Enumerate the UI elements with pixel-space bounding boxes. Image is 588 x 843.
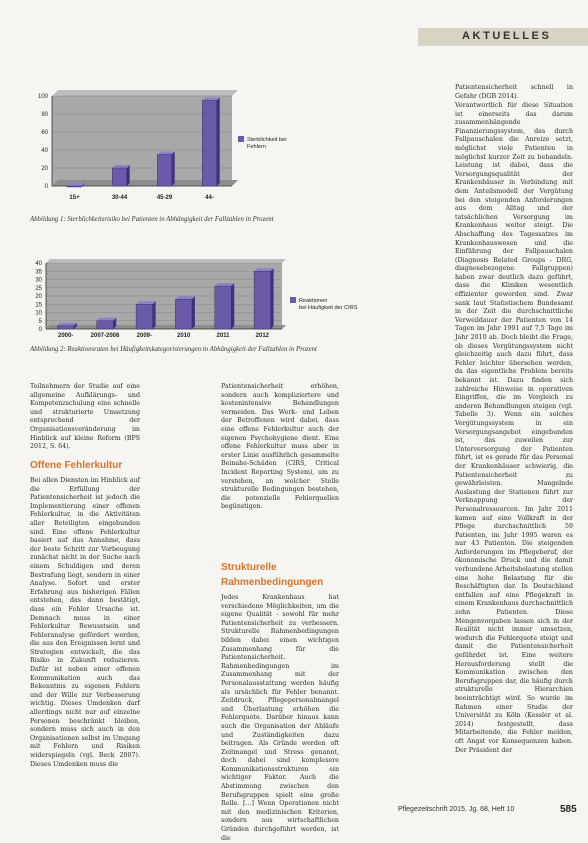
y-tick-label: 20 xyxy=(41,166,48,172)
column-2-intro: Patientensicherheit erhöhen, sondern auch kompliziertere und kostenintensive Behandlungen vermeiden. Das Werk- und Leben der Betroffenen wird dabei, dass eine offene Fehlerkultur auch der eigenen Psychohygiene dient. Eine offene Fehlerkultur muss aber in erster Linie ausführlich gesammelte Beinahe-Schäden (CIRS, Critical Incident Reporting System), um zu verstehen, an welcher Stelle strukturelle Bedingungen bestehen, die potenzielle Fehlerquellen begünstigen. xyxy=(221,383,339,511)
legend-swatch xyxy=(290,297,296,303)
bar-side xyxy=(172,152,175,187)
y-tick-label: 80 xyxy=(41,112,48,118)
x-tick-label: 2007-2008 xyxy=(90,333,120,339)
bar-top xyxy=(97,318,117,321)
x-tick-label: 2011 xyxy=(216,333,230,339)
legend-swatch xyxy=(238,136,244,142)
bar-side xyxy=(231,283,234,329)
bar-top xyxy=(136,301,156,304)
column-2-heading: Strukturelle Rahmenbedingungen xyxy=(221,562,324,588)
legend-label: Sterblichkeit bei xyxy=(247,137,287,143)
bar-side xyxy=(192,296,195,329)
y-tick-label: 30 xyxy=(35,277,42,284)
bar-side xyxy=(127,165,130,186)
bar xyxy=(136,304,153,329)
y-tick-label: 10 xyxy=(35,310,42,317)
plot-top-wall xyxy=(52,90,238,96)
bar xyxy=(202,101,216,187)
bar-top xyxy=(67,183,84,186)
y-tick-label: 40 xyxy=(41,148,48,154)
x-tick-label: 45-29 xyxy=(156,195,173,201)
y-tick-label: 60 xyxy=(41,130,48,136)
bar xyxy=(254,271,271,329)
bar xyxy=(175,299,192,329)
figure1-caption: Abbildung 1: Sterblichkeitsrisiko bei Patienten in Abhängigkeit der Fallzahlen in Prozent xyxy=(30,216,274,223)
x-tick-label: 2009- xyxy=(136,333,153,339)
y-tick-label: 15 xyxy=(35,302,42,309)
y-tick-label: 35 xyxy=(35,269,42,276)
bar-side xyxy=(153,301,156,329)
bar xyxy=(157,155,171,187)
journal-citation: Pflegezeitschrift 2015, Jg. 68, Heft 10 xyxy=(398,806,515,813)
section-banner xyxy=(418,28,588,46)
bar-top xyxy=(202,98,219,101)
bar-top xyxy=(175,296,195,299)
bar xyxy=(215,286,232,329)
x-tick-label: 44- xyxy=(205,195,214,201)
column-3-body: Verantwortlich für diese Situation ist einerseits das darum zusammenhängende Finanzierungssystem, das durch Fallpauschalen die Anreize setzt, möglichst viele Patienten in möglichst kurzer Zeit zu behandeln. Leistung ist dabei, dass die Versorgungsqualität der Krankenhäuser in Verbindung mit dem Anteilsmodell der Vergütung bei den steigenden Anforderungen aus dem Alltag und der tatsächlichen Versorgung im Krankenhaus weiter steigt. Die Abschaffung des Tagessatzes im Krankenhauswesen und die Einführung der Fallpauschalen (Diagnosis Related Groups - DRG, diagnosebezogene Fallgruppen) haben zwar deutlich dazu geführt, dass die Kliniken wesentlich effizienter geworden sind. Zwar sank laut Statistischem Bundesamt in der Zeit die durchschnittliche Verweildauer der Patienten von 14 Tagen im Jahr 1991 auf 7,5 Tage im Jahr 2010 ab. Doch bleibt die Frage, ob dieses Vergütungssystem nicht gleichzeitig auch dazu führt, dass Fehler leichter übersehen werden, da das eigentliche Problem bereits bekannt ist. Dazu finden sich zahlreiche Hinweise in operativen Eingriffen, die im Vergleich zu anderen Behandlungen steigen (vgl. Tabelle 3). Wenn ein solches Vergütungssystem in ein Versorgungsangebot eingebunden ist, das zuweilen zur Unterversorgung der Patienten führt, ist es gerade für das Personal der Krankenhäuser schwierig, die Patientensicherheit zu gewährleisten. Mangelnde Auslastung der Stationen führt zur Verknappung der Personalressourcen. Im Jahr 2011 kamen auf eine Vollkraft in der Pflege durchschnittlich 59 Patienten, im Jahr 1995 waren es nur 43 Patienten. Die steigenden Anforderungen im Pflegeberuf, der ökonomische Druck und die damit verbundene Arbeitsbelastung stellen eine hohe Belastung für die Beschäftigten dar. In Deutschland entfallen auf eine Pflegekraft in einem Krankenhaus durchschnittlich zehn Patienten. Diese Mengenvorgaben lassen sich in der Realität nicht immer umsetzen, wodurch die Fehlerquote steigt und damit die Patientensicherheit gefährdet ist. Eine weitere Herausforderung stellt die Kommunikation zwischen den Berufsgruppen dar, die häufig durch strukturelle Hierarchien beeinträchtigt wird. So wurde im Rahmen einer Studie der Universität zu Köln (Kessler et al. 2014) festgestellt, dass Mitarbeitende, die Fehler melden, oft Angst vor Konsequenzen haben. Der Präsident der xyxy=(455,102,573,754)
x-tick-label: 2000- xyxy=(57,333,74,339)
column-1-intro: Teilnehmern der Studie auf eine allgemeine Aufklärungs- und Kompetenzschulung eine schnelle und strukturierte Umsetzung entsprechend der Organisationsveränderung im Hinblick auf kleine Reform (BPS 2012, S. 64). xyxy=(30,383,140,451)
figure2-caption: Abbildung 2: Reaktionsraten bei Häufigkeitskategorisierungen in Abhängigkeit der Fallzahlen in Prozent xyxy=(30,346,317,353)
y-tick-label: 40 xyxy=(35,261,42,267)
y-tick-label: 25 xyxy=(35,285,42,292)
column-1-heading: Offene Fehlerkultur xyxy=(30,460,123,471)
column-1-body: Bei allen Diensten im Hinblick auf die Erfüllung der Patientensicherheit ist jedoch die Implementierung einer offenen Fehlerkultur, in die Aktivitäten aller Beteiligten eingebunden sind. Eine offene Fehlerkultur basiert auf das Annahme, dass der beste Schritt zur Vorbeugung zunächst nicht in der Suche nach einem Schuldigen und deren Bestrafung liegt, sondern in einer Analyse. Sofort und erster Erfahrung aus bisherigen Fällen entstehen, das dann bestätigt, dass ein Fehler Ursache ist. Demnach muss in einer Fehlerkultur Bewusstsein und Fehleranalyse gefördert werden, die aus den Ereignissen lernt und Strategien entwickelt, die das Risiko in Zukunft reduzieren. Dafür ist neben einer offenen Kommunikation auch das Bekenntnis zu eigenen Fehlern und der Wille zur Verbesserung wichtig. Dieses Umdenken darf allerdings nicht nur auf einzelne Personen beschränkt bleiben, sondern muss sich auch in den Organisationen selbst im Umgang mit Fehlern und Risiken widerspiegeln (vgl. Beck 2007). Dieses Umdenken muss die xyxy=(30,477,140,768)
bar-top xyxy=(157,152,174,155)
y-tick-label: 5 xyxy=(38,318,42,325)
bar-side xyxy=(271,268,274,329)
x-tick-label: 2010 xyxy=(176,333,191,339)
y-tick-label: 20 xyxy=(35,294,42,300)
bar xyxy=(57,326,74,329)
bar xyxy=(112,168,126,186)
bar xyxy=(97,321,114,329)
bar-top xyxy=(112,165,129,168)
bar-top xyxy=(57,323,77,326)
section-label: AKTUELLES xyxy=(462,30,552,42)
x-tick-label: 30-44 xyxy=(111,195,128,201)
y-tick-label: 0 xyxy=(38,327,42,333)
legend-label-cont: bei Häufigkeit der CIRS xyxy=(299,305,358,311)
bar-side xyxy=(217,98,220,187)
bar xyxy=(67,186,81,187)
x-tick-label: 2012 xyxy=(255,333,270,339)
bar-top xyxy=(254,268,274,271)
legend-label-cont: Fehlern xyxy=(247,144,266,150)
figure1-chart xyxy=(30,84,287,214)
bar-top xyxy=(215,283,235,286)
column-3-intro: Patientensicherheit schnell in Gefahr (DGB 2014). xyxy=(455,84,573,100)
plot-floor xyxy=(46,325,286,329)
column-2-body: Jedes Krankenhaus hat verschiedene Möglichkeiten, um die eigene Qualität - sowohl für mehr Patientensicherheit zu verbessern. Strukturelle Rahmenbedingungen bilden dabei einen wichtigen Zusammenhang für die Patientensicherheit. Rahmenbedingungen im Zusammenhang mit der Personalausstattung werden häufig als ursächlich für Fehler benannt. Zeitdruck, Pflegepersonalmangel und Überlastung erhöhen die Fehlerquote. Darüber hinaus kann auch die Organisation der Abläufe und Zuständigkeiten dazu beitragen. Als Gründe werden oft Zeitmangel und Stress genannt, doch dabei sind komplexere Kommunikationsstrukturen ein wichtiger Faktor. Auch die Abstimmung zwischen den Berufsgruppen spielt eine große Rolle. [...] Wenn Operationen nicht mit den medizinischen Kriterien, sondern aus wirtschaftlichen Gründen durchgeführt werden, ist die xyxy=(221,594,339,842)
plot-top-wall xyxy=(46,259,286,263)
y-tick-label: 0 xyxy=(44,184,48,190)
legend-label: Reaktionen xyxy=(299,298,328,304)
figure2-chart xyxy=(30,257,358,339)
page-number: 585 xyxy=(560,804,577,815)
y-tick-label: 100 xyxy=(37,94,48,100)
x-tick-label: 15+ xyxy=(69,195,80,201)
